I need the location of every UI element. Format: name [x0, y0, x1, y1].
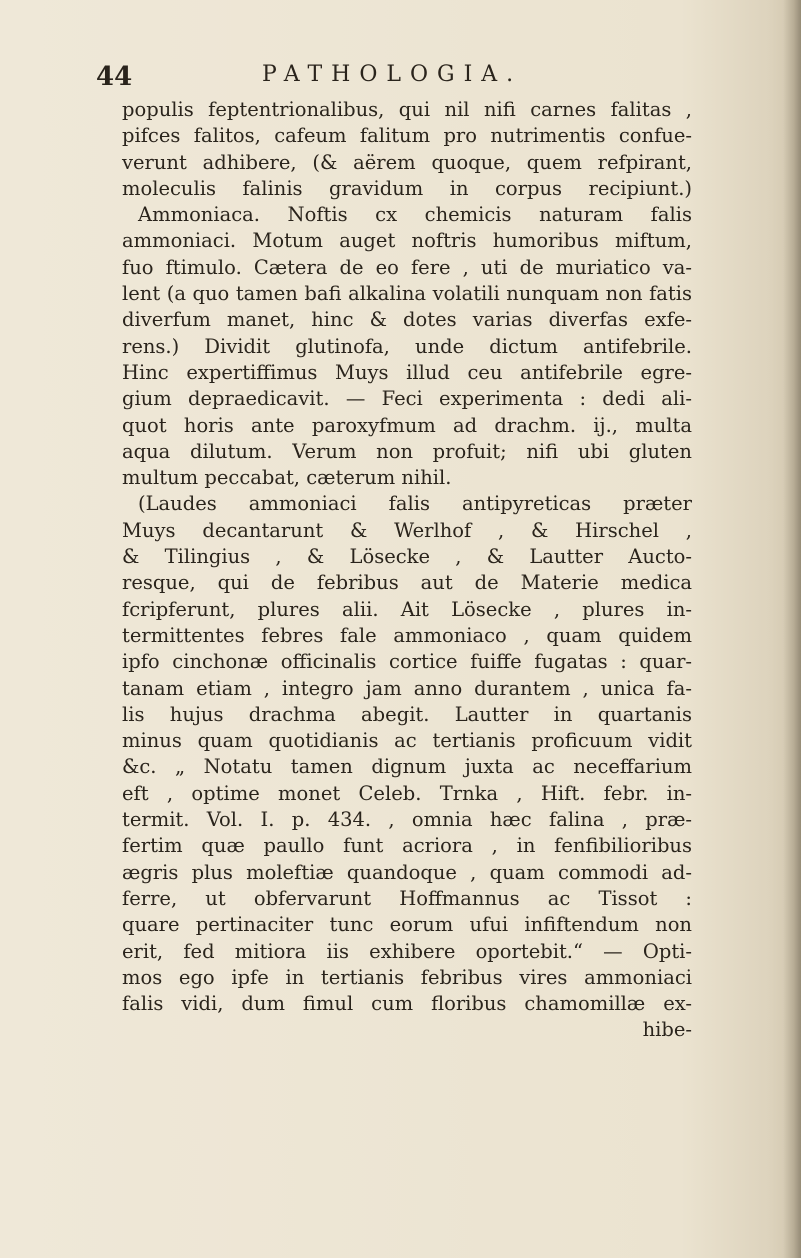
text-line: minus quam quotidianis ac tertianis proficuum vidit	[122, 729, 692, 753]
text-line: termit. Vol. I. p. 434. , omnia hæc falina , præ-	[122, 808, 692, 832]
text-line: quot horis ante paroxyfmum ad drachm. ij., multa	[122, 413, 692, 437]
text-line: ægris plus moleftiæ quandoque , quam commodi ad-	[122, 860, 692, 884]
text-line: eft , optime monet Celeb. Trnka , Hift. febr. in-	[122, 781, 692, 805]
text-line: hibe-	[642, 1018, 692, 1042]
text-line: & Tilingius , & Lösecke , & Lautter Aucto-	[122, 545, 692, 569]
text-line: termittentes febres fale ammoniaco , quam quidem	[122, 623, 692, 647]
text-line: populis feptentrionalibus, qui nil nifi carnes falitas ,	[122, 98, 692, 121]
text-line: pifces falitos, cafeum falitum pro nutrimentis confue-	[122, 124, 692, 148]
text-line: falis vidi, dum fimul cum floribus chamomillæ ex-	[122, 992, 692, 1016]
text-line: lent (a quo tamen bafi alkalina volatili nunquam non fatis	[122, 282, 692, 306]
text-line: verunt adhibere, (& aërem quoque, quem refpirant,	[122, 150, 692, 174]
page-header	[0, 56, 801, 96]
text-line: multum peccabat, cæterum nihil.	[122, 466, 452, 490]
text-line: mos ego ipfe in tertianis febribus vires ammoniaci	[122, 965, 692, 989]
text-line: Muys decantarunt & Werlhof , & Hirschel ,	[122, 518, 692, 542]
text-line: ipfo cinchonæ officinalis cortice fuiffe fugatas : quar-	[122, 650, 692, 674]
text-line: ferre, ut obfervarunt Hoffmannus ac Tissot :	[122, 886, 692, 910]
text-line: rens.) Dividit glutinofa, unde dictum antifebrile.	[122, 334, 692, 358]
text-line: tanam etiam , integro jam anno durantem , unica fa-	[122, 676, 692, 700]
text-line: (Laudes ammoniaci falis antipyreticas præter	[138, 492, 692, 516]
text-line: gium depraedicavit. — Feci experimenta : dedi ali-	[122, 387, 692, 411]
body-text	[122, 97, 692, 1044]
text-line: &c. „ Notatu tamen dignum juxta ac neceffarium	[122, 755, 692, 779]
text-line: ammoniaci. Motum auget noftris humoribus miftum,	[122, 229, 692, 253]
running-head: PATHOLOGIA.	[262, 62, 523, 87]
text-line: diverfum manet, hinc & dotes varias diverfas exfe-	[122, 308, 692, 332]
text-line: Ammoniaca. Noftis cx chemicis naturam falis	[138, 203, 692, 227]
text-line: fuo ftimulo. Cætera de eo fere , uti de muriatico va-	[122, 255, 692, 279]
text-line: fcripferunt, plures alii. Ait Lösecke , plures in-	[122, 597, 692, 621]
page-edge-shadow	[783, 0, 801, 1258]
text-line: Hinc expertiffimus Muys illud ceu antifebrile egre-	[122, 360, 692, 384]
text-line: aqua dilutum. Verum non profuit; nifi ubi gluten	[122, 439, 692, 463]
text-line: fertim quæ paullo funt acriora , in fenfibilioribus	[122, 834, 692, 858]
text-line: lis hujus drachma abegit. Lautter in quartanis	[122, 702, 692, 726]
text-line: resque, qui de febribus aut de Materie medica	[122, 571, 692, 595]
text-line: moleculis falinis gravidum in corpus recipiunt.)	[122, 176, 692, 200]
page-number: 44	[96, 62, 133, 92]
text-line: erit, fed mitiora iis exhibere oportebit.“ — Opti-	[122, 939, 692, 963]
text-line: quare pertinaciter tunc eorum ufui infiftendum non	[122, 913, 692, 937]
